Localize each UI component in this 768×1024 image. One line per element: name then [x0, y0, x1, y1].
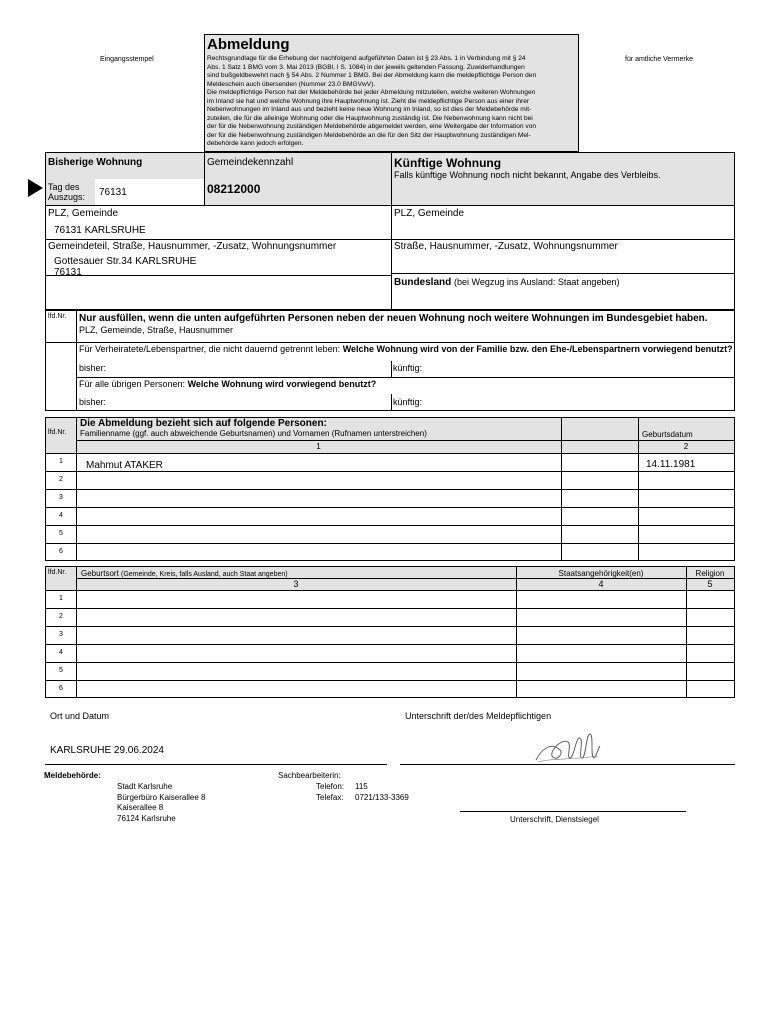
strasse-value-left[interactable]	[54, 256, 196, 278]
bisher-label-1: bisher:	[79, 363, 107, 373]
legal-line: Meldeschein auch übersenden (Nummer 23.0 BMGVwV).	[207, 80, 376, 88]
bundesland-note: (bei Wegzug ins Ausland: Staat angeben)	[454, 277, 620, 287]
staat-label: Staatsangehörigkeit(en)	[558, 569, 644, 578]
person-row	[46, 526, 734, 543]
telefax-label: Telefax:	[316, 793, 344, 802]
legal-line: sind bußgeldbewehrt nach § 54 Abs. 2 Nummer 1 BMG. Bei der Abmeldung kann die meldepflichtige Person den	[207, 72, 537, 79]
behoerde-line: Kaiserallee 8	[117, 803, 164, 812]
ort-datum-value[interactable]: KARLSRUHE 29.06.2024	[50, 745, 164, 756]
amtliche-vermerke-label: für amtliche Vermerke	[625, 56, 694, 63]
legal-line: der für die Nebenwohnung zuständigen Meldebehörde an die für den Sitz der Hauptwohnung zuständigen Mel-	[207, 131, 531, 139]
legal-line: Rechtsgrundlage für die Erhebung der nachfolgend aufgeführten Daten ist § 23 Abs. 1 in Verbindung mit § 24	[207, 55, 526, 62]
kuenftige-wohnung-label: Künftige Wohnung	[394, 156, 502, 170]
geburtsort-title: Geburtsort	[81, 569, 119, 578]
auszug-label-line: Tag des	[48, 182, 80, 192]
legal-line: debehörde kann jedoch erfolgen.	[207, 140, 304, 147]
col-num-4: 4	[598, 579, 604, 589]
behoerde-line: Bürgerbüro Kaiserallee 8	[117, 792, 206, 802]
ort-datum-line	[45, 764, 387, 765]
verheiratete-question-text: Welche Wohnung wird von der Familie bzw. den Ehe-/Lebenspartnern vorwiegend benutzt?	[342, 344, 733, 354]
birthplace-row-nr: 2	[59, 613, 63, 620]
address-section	[45, 152, 735, 310]
plz-gemeinde-label-left: PLZ, Gemeinde	[48, 208, 119, 219]
person-row	[46, 508, 734, 525]
col-num-1: 1	[316, 442, 321, 451]
persons-subtitle: Familienname (ggf. auch abweichende Geburtsnamen) und Vornamen (Rufnamen unterstreichen)	[80, 429, 427, 438]
birthplace-row-nr: 5	[59, 667, 63, 674]
persons-title: Die Abmeldung bezieht sich auf folgende Personen:	[80, 418, 327, 429]
legal-line: im Inland sie hat und welche Wohnung ihre Hauptwohnung ist. Zieht die meldepflichtige Person aus einer ihrer	[207, 97, 530, 105]
bisher-label-2: bisher:	[79, 397, 107, 407]
unterschrift-meldepflichtige-label: Unterschrift der/des Meldepflichtigen	[405, 711, 552, 721]
birthplace-table	[45, 566, 735, 698]
person-row-nr: 4	[59, 512, 63, 519]
strasse-label-left: Gemeindeteil, Straße, Hausnummer, -Zusatz, Wohnungsnummer	[48, 241, 337, 252]
ort-datum-label: Ort und Datum	[50, 711, 110, 721]
person-row	[46, 490, 734, 507]
legal-text	[207, 55, 579, 149]
weitere-wohnungen-section	[45, 310, 735, 411]
col-num-5: 5	[707, 579, 713, 589]
meldebehoerde-address	[117, 782, 206, 824]
auszug-value: 76131	[99, 187, 127, 198]
birthplace-row-nr: 6	[59, 685, 63, 692]
bundesland-title: Bundesland	[394, 277, 452, 288]
legal-line: der für die Nebenwohnung zuständigen Meldebehörde abgemeldet werden, eine Weitergabe der Information von	[207, 123, 537, 130]
sachbearbeiterin-label: Sachbearbeiterin:	[278, 771, 341, 780]
gemeindekennzahl-label: Gemeindekennzahl	[207, 157, 294, 168]
auszug-label-line: Auszugs:	[48, 192, 86, 202]
verheiratete-prefix: Für Verheiratete/Lebenspartner, die nicht dauernd getrennt leben:	[79, 344, 343, 354]
geburtsort-note: (Gemeinde, Kreis, falls Ausland, auch Staat angeben)	[121, 571, 288, 578]
form-title: Abmeldung	[207, 36, 290, 53]
strasse-value-line: 76131	[54, 267, 82, 278]
col-num-3: 3	[293, 579, 299, 589]
geburtsort-label	[81, 569, 288, 579]
person-row	[46, 454, 734, 471]
signature-scribble	[532, 728, 604, 768]
bundesland-label	[394, 277, 619, 289]
bisherige-wohnung-label: Bisherige Wohnung	[48, 157, 143, 168]
kuenftige-wohnung-note: Falls künftige Wohnung noch nicht bekannt, Angabe des Verbleibs.	[394, 170, 661, 180]
gemeindekennzahl-value: 08212000	[207, 182, 261, 196]
strasse-label-right: Straße, Hausnummer, -Zusatz, Wohnungsnummer	[394, 241, 618, 252]
auszug-value-field[interactable]	[95, 179, 204, 205]
legal-line: Nebenwohnungen im Inland aus und bezieht keine neue Wohnung im Inland, so ist dies der Meldebehörde mit-	[207, 106, 532, 113]
person-row	[46, 472, 734, 489]
person-row-nr: 3	[59, 494, 63, 501]
weitere-title: Nur ausfüllen, wenn die unten aufgeführten Personen neben der neuen Wohnung noch weitere Wohnungen im Bundesgebiet haben.	[79, 313, 708, 324]
weitere-subtitle: PLZ, Gemeinde, Straße, Hausnummer	[79, 325, 234, 335]
kuenftig-label-1: künftig:	[393, 363, 423, 373]
geburtsdatum-label: Geburtsdatum	[642, 430, 693, 439]
birthplace-row-nr: 4	[59, 649, 63, 656]
eingangsstempel-label: Eingangsstempel	[100, 56, 154, 63]
dienstsiegel-label: Unterschrift, Dienstsiegel	[510, 815, 599, 824]
birthplace-row-nr: 1	[59, 595, 63, 602]
person-birthdate[interactable]: 14.11.1981	[646, 459, 696, 470]
person-name[interactable]: Mahmut ATAKER	[86, 460, 163, 471]
person-row-nr: 6	[59, 548, 63, 555]
persons-table	[45, 417, 735, 561]
person-row-nr: 1	[59, 458, 63, 465]
plz-gemeinde-value-left[interactable]: 76131 KARLSRUHE	[54, 225, 146, 236]
col-num-2: 2	[683, 442, 689, 451]
telefon-label: Telefon:	[316, 782, 345, 791]
telefon-value: 115	[355, 782, 368, 791]
meldebehoerde-label: Meldebehörde:	[44, 771, 101, 780]
verheiratete-question	[79, 344, 733, 355]
uebrige-question	[79, 379, 376, 390]
legal-line: Abs. 1 Satz 1 BMG vom 3. Mai 2013 (BGBl. I S. 1084) in der jeweils geltenden Fassung. Zuwiderhandlungen	[207, 63, 525, 71]
weitere-lfd-label: lfd.Nr.	[48, 313, 67, 320]
uebrige-prefix: Für alle übrigen Personen:	[79, 379, 188, 389]
legal-line: Die meldepflichtige Person hat der Meldebehörde bei jeder Abmeldung mitzuteilen, welche weiteren Wohnungen	[207, 89, 536, 96]
arrow-marker-icon	[28, 179, 44, 197]
person-row-nr: 5	[59, 530, 63, 537]
legal-header-box	[204, 34, 579, 152]
strasse-value-line: Gottesauer Str.34 KARLSRUHE	[54, 256, 197, 267]
persons-lfd-label: lfd.Nr.	[48, 429, 67, 436]
person-row	[46, 544, 734, 561]
plz-gemeinde-label-right: PLZ, Gemeinde	[394, 208, 465, 219]
person-row-nr: 2	[59, 476, 63, 483]
uebrige-question-text: Welche Wohnung wird vorwiegend benutzt?	[187, 379, 377, 389]
behoerde-line: 76124 Karlsruhe	[117, 813, 176, 823]
telefax-value: 0721/133-3369	[355, 793, 409, 802]
religion-label: Religion	[695, 569, 725, 578]
legal-line: zuteilen, die für die alleinige Wohnung oder die Hauptwohnung zuständig ist. Die Nebenwohnung kann nicht bei	[207, 114, 533, 122]
dienstsiegel-line	[460, 811, 686, 812]
behoerde-line: Stadt Karlsruhe	[117, 782, 173, 791]
birthplace-row-nr: 3	[59, 631, 63, 638]
birthplace-lfd-label: lfd.Nr.	[48, 569, 67, 576]
kuenftig-label-2: künftig:	[393, 397, 423, 407]
auszug-label	[48, 182, 85, 202]
